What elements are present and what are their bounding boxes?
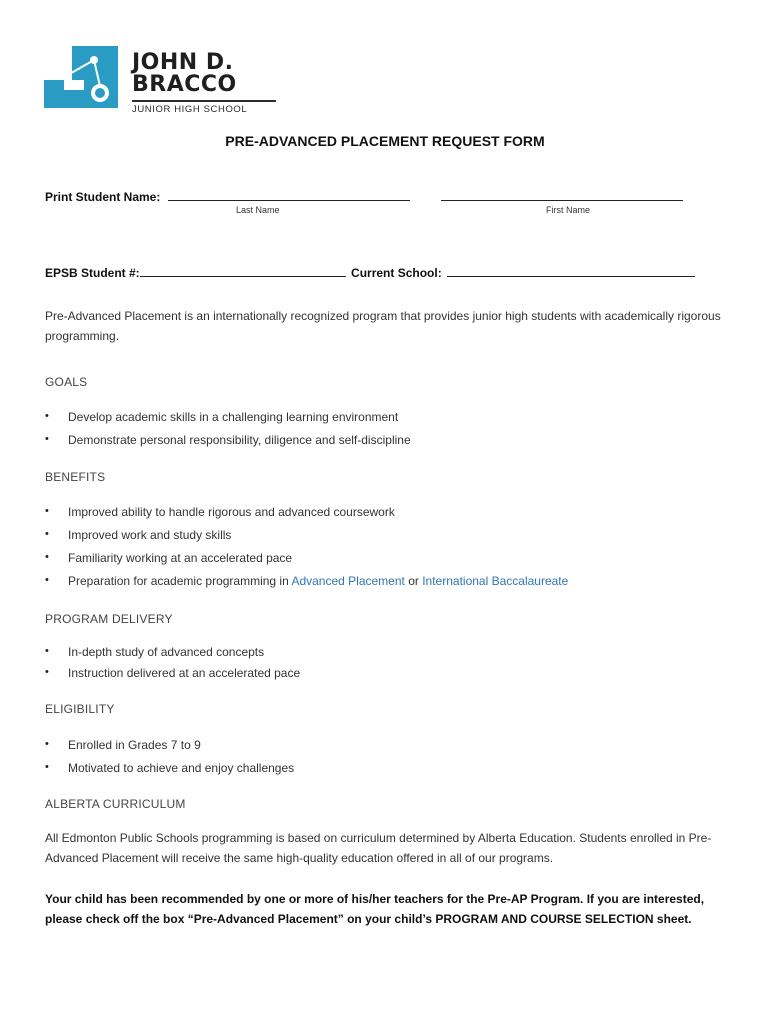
list-item: • Develop academic skills in a challenging learning environment	[45, 410, 399, 424]
last-name-caption: Last Name	[236, 205, 280, 215]
logo-name-line2: BRACCO	[132, 72, 237, 97]
benefits-item-or: or	[408, 574, 419, 588]
benefits-list	[45, 505, 568, 597]
epsb-student-label: EPSB Student #:	[45, 266, 140, 280]
bullet-icon: •	[45, 505, 49, 517]
program-delivery-list	[45, 645, 300, 687]
first-name-field[interactable]	[441, 188, 683, 201]
list-item: • In-depth study of advanced concepts	[45, 645, 265, 659]
logo-name-line1: JOHN D.	[132, 50, 234, 75]
international-baccalaureate-link[interactable]: International Baccalaureate	[422, 574, 569, 588]
list-item: • Familiarity working at an accelerated pace	[45, 551, 293, 565]
logo-divider	[132, 100, 276, 102]
bullet-icon: •	[45, 410, 49, 422]
bullet-icon: •	[45, 761, 49, 773]
bullet-icon: •	[45, 574, 49, 586]
benefits-heading: BENEFITS	[45, 470, 106, 484]
list-item: • Improved work and study skills	[45, 528, 232, 542]
form-title: PRE-ADVANCED PLACEMENT REQUEST FORM	[225, 133, 545, 149]
current-school-field[interactable]	[447, 264, 695, 277]
benefits-item-prefix: Preparation for academic programming in	[68, 574, 289, 588]
student-id-row	[45, 264, 695, 280]
bullet-icon: •	[45, 551, 49, 563]
curriculum-paragraph: All Edmonton Public Schools programming is based on curriculum determined by Alberta Education. Students enrolled in Pre-Advanced Placement will receive the same high-quality education offered in all of our programs.	[45, 831, 712, 865]
eligibility-heading: ELIGIBILITY	[45, 702, 115, 716]
list-item: • Improved ability to handle rigorous and advanced coursework	[45, 505, 395, 519]
last-name-field[interactable]	[168, 188, 410, 201]
list-item: • Enrolled in Grades 7 to 9	[45, 738, 201, 752]
bullet-icon: •	[45, 666, 49, 678]
recommendation-paragraph: Your child has been recommended by one or more of his/her teachers for the Pre-AP Program. If you are interested, please check off the box “Pre-Advanced Placement” on your child’s PROGRAM AND COURSE SELECTION sheet.	[45, 892, 705, 926]
program-delivery-heading: PROGRAM DELIVERY	[45, 612, 173, 626]
bullet-icon: •	[45, 645, 49, 657]
curriculum-heading: ALBERTA CURRICULUM	[45, 797, 186, 811]
eligibility-list	[45, 738, 294, 784]
school-logo	[44, 46, 284, 118]
goals-heading: GOALS	[45, 375, 88, 389]
school-logo-mark-icon	[44, 46, 118, 108]
current-school-label: Current School:	[351, 266, 442, 280]
list-item: • Instruction delivered at an accelerated pace	[45, 666, 301, 680]
first-name-caption: First Name	[546, 205, 591, 215]
bullet-icon: •	[45, 738, 49, 750]
student-name-row	[45, 188, 683, 204]
intro-paragraph: Pre-Advanced Placement is an internationally recognized program that provides junior high students with academically rigorous programming.	[45, 309, 721, 343]
list-item: • Motivated to achieve and enjoy challenges	[45, 761, 295, 775]
student-name-label: Print Student Name:	[45, 190, 161, 204]
list-item	[45, 574, 568, 597]
list-item: • Demonstrate personal responsibility, diligence and self-discipline	[45, 433, 411, 447]
logo-subtitle: JUNIOR HIGH SCHOOL	[132, 104, 248, 115]
bullet-icon: •	[45, 433, 49, 445]
advanced-placement-link[interactable]: Advanced Placement	[291, 574, 405, 588]
epsb-student-field[interactable]	[140, 264, 346, 277]
bullet-icon: •	[45, 528, 49, 540]
goals-list	[45, 410, 411, 456]
